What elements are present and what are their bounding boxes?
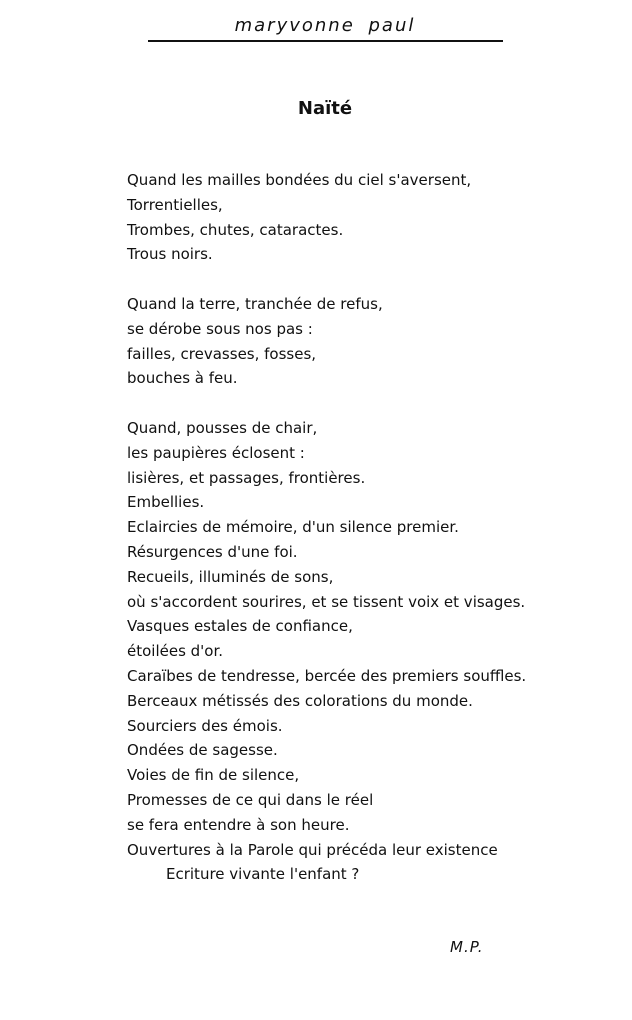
poem-line: lisières, et passages, frontières. — [127, 468, 366, 487]
poem-line: bouches à feu. — [127, 369, 238, 388]
poem-line: Embellies. — [127, 493, 205, 512]
poem-line: Ondées de sagesse. — [127, 741, 278, 760]
poem-line: Quand la terre, tranchée de refus, — [127, 294, 383, 313]
poem-line: Promesses de ce qui dans le réel — [127, 790, 374, 809]
poem-title: Naïté — [297, 98, 353, 119]
signature: M.P. — [450, 938, 484, 956]
stanza-3 — [127, 416, 617, 887]
poem-body — [127, 168, 617, 912]
poem-line: étoilées d'or. — [127, 642, 224, 661]
poem-line: Ouvertures à la Parole qui précéda leur existence — [127, 840, 498, 859]
poem-line: Recueils, illuminés de sons, — [127, 567, 334, 586]
poem-line: Sourciers des émois. — [127, 716, 283, 735]
poem-line: où s'accordent sourires, et se tissent voix et visages. — [127, 592, 526, 611]
poem-line: Berceaux métissés des colorations du monde. — [127, 691, 473, 710]
poem-line: Trombes, chutes, cataractes. — [127, 220, 344, 239]
poem-line: les paupières éclosent : — [127, 443, 305, 462]
author-header: maryvonne paul — [234, 15, 416, 36]
poem-line-indented: Ecriture vivante l'enfant ? — [166, 865, 360, 884]
poem-line: Eclaircies de mémoire, d'un silence premier. — [127, 518, 459, 537]
poem-line: Caraïbes de tendresse, bercée des premiers souffles. — [127, 666, 527, 685]
stanza-2 — [127, 292, 617, 391]
stanza-1 — [127, 168, 617, 267]
poem-line: se dérobe sous nos pas : — [127, 319, 313, 338]
poem-line: failles, crevasses, fosses, — [127, 344, 317, 363]
header-divider — [148, 40, 503, 42]
poem-line: Voies de fin de silence, — [127, 766, 300, 785]
poem-line: Torrentielles, — [127, 195, 223, 214]
poem-line: Quand les mailles bondées du ciel s'aversent, — [127, 171, 472, 189]
poem-line: Vasques estales de confiance, — [127, 617, 353, 636]
poem-line: Trous noirs. — [127, 245, 213, 264]
poem-line: Quand, pousses de chair, — [127, 418, 318, 437]
poem-line: Résurgences d'une foi. — [127, 542, 298, 561]
poem-line: se fera entendre à son heure. — [127, 815, 350, 834]
